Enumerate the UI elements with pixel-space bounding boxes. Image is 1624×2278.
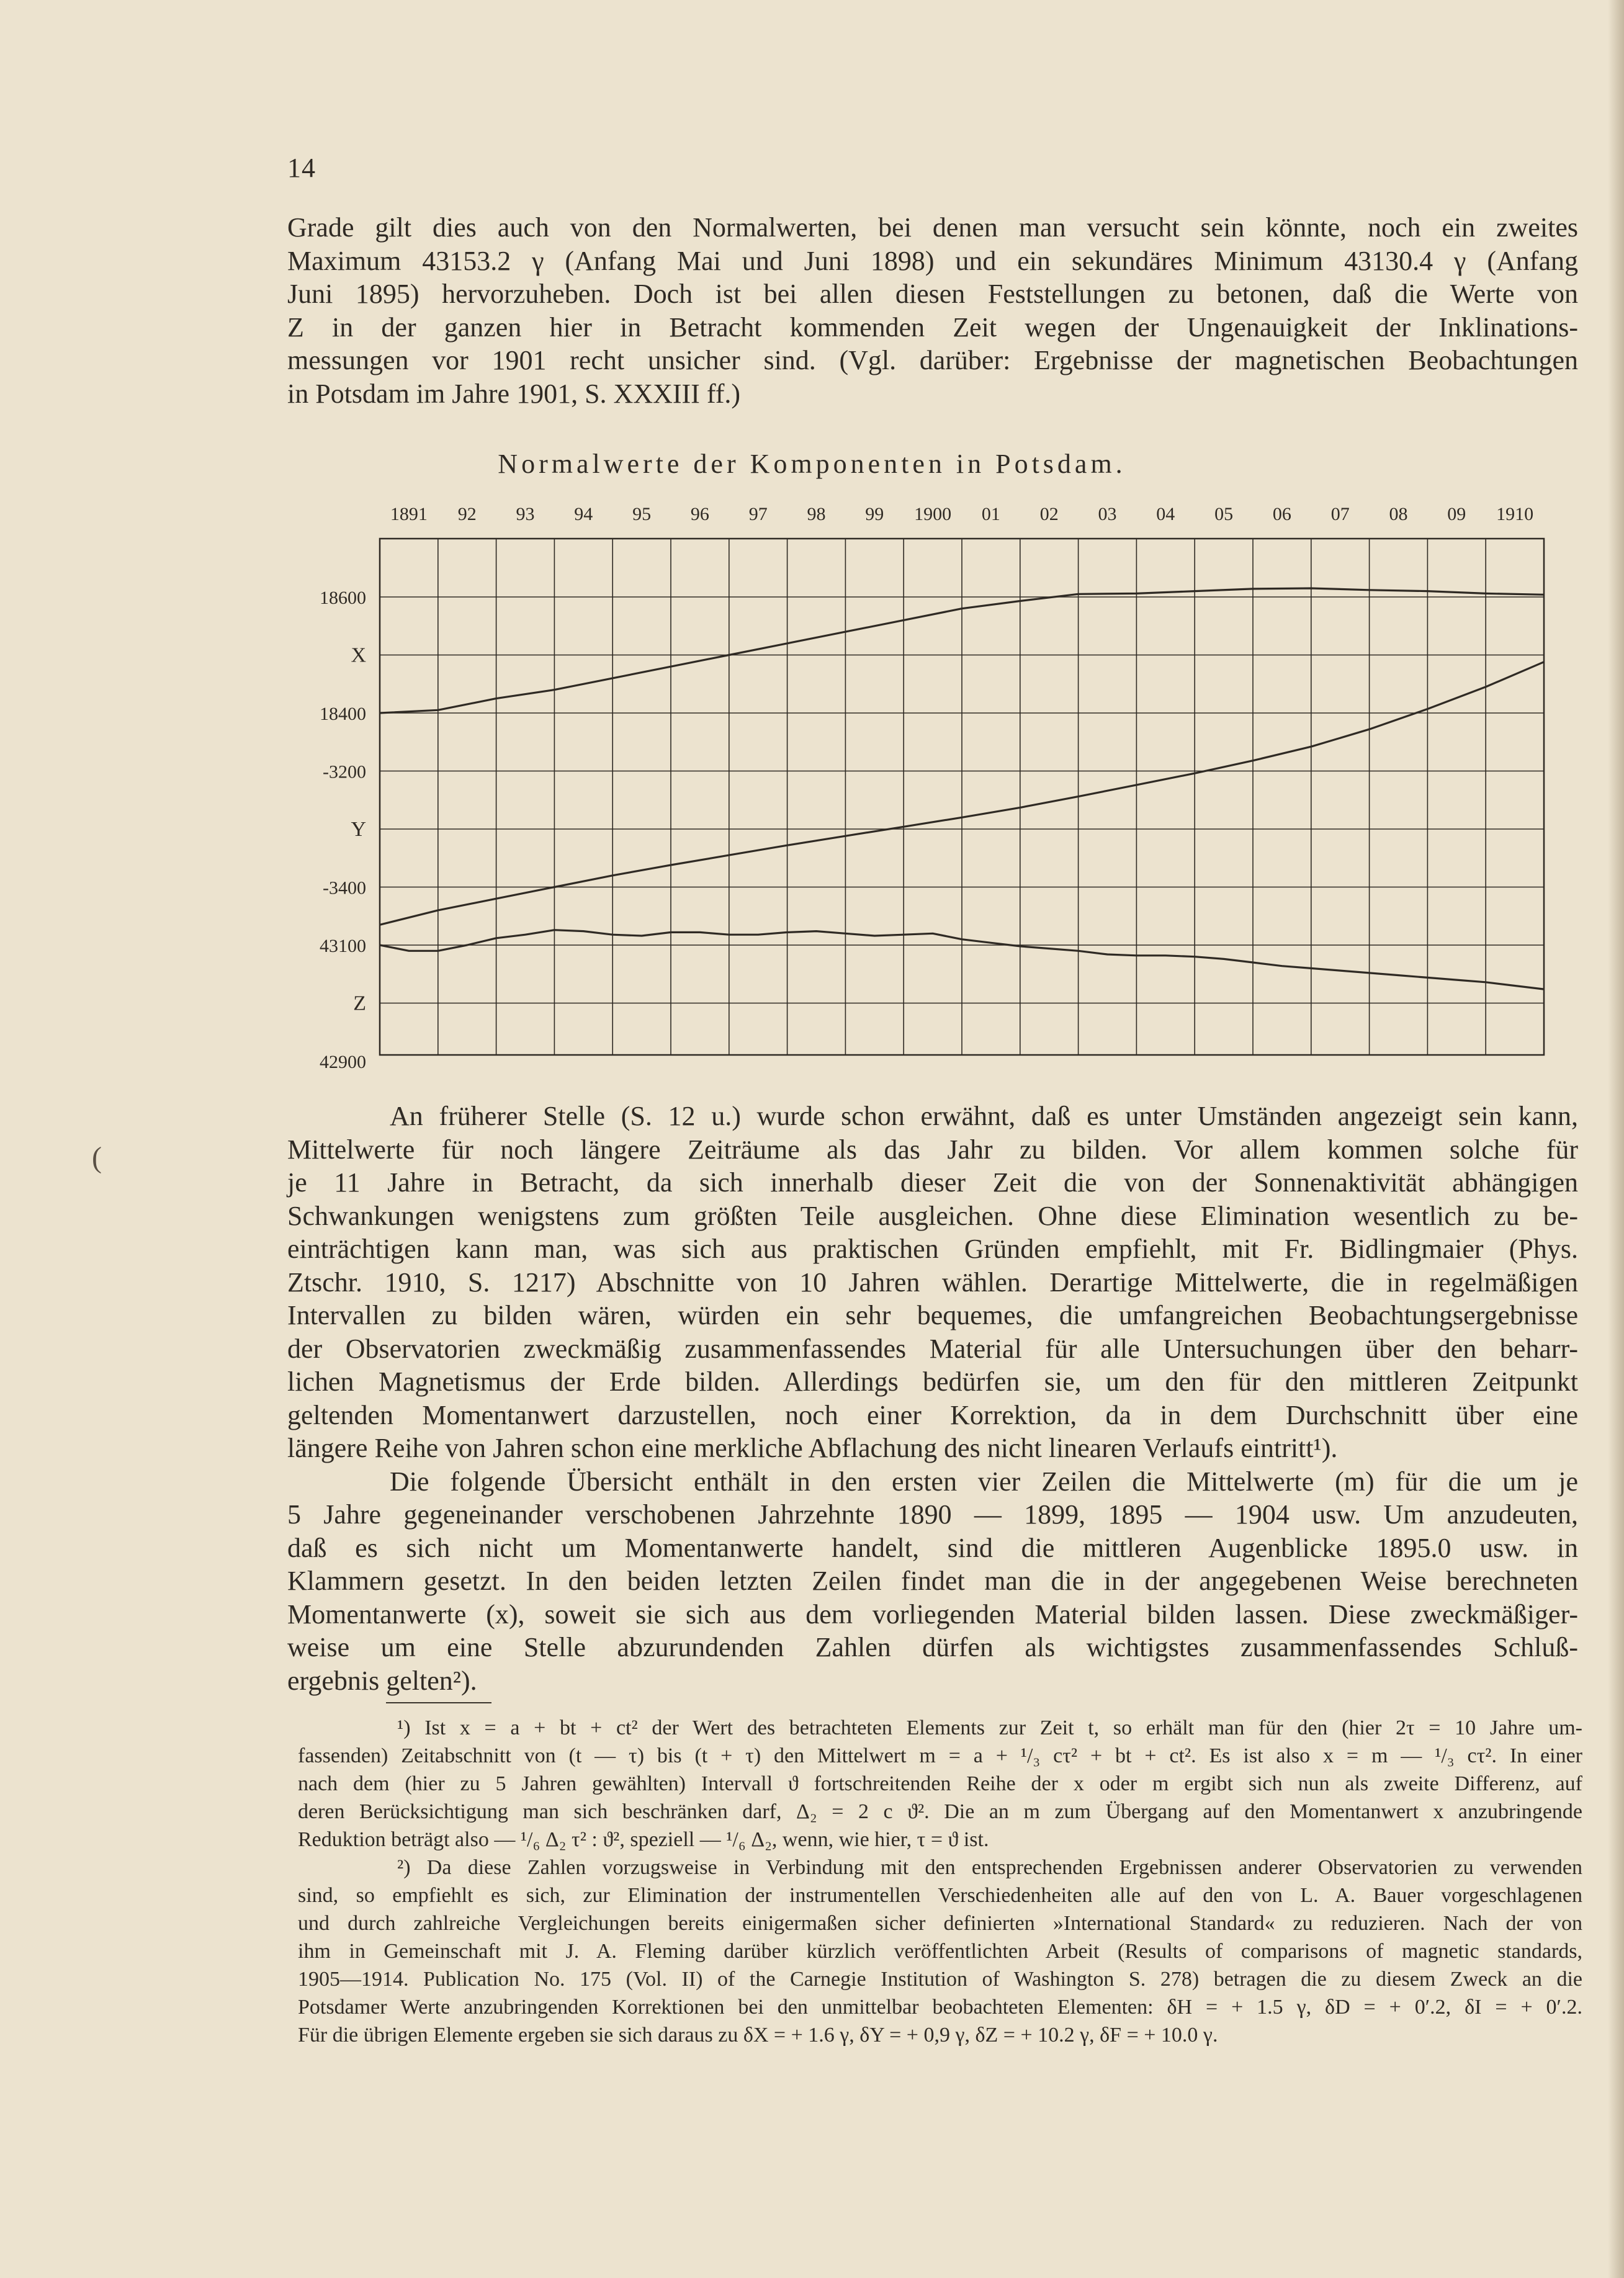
x-tick-label: 96 (690, 504, 709, 524)
x-tick-label: 93 (516, 504, 535, 524)
footnote-line: fassenden) Zeitabschnitt von (t — τ) bis (t + τ) den Mittelwert m = a + ¹/₃ cτ² + bt + ct². Es ist also x = m — ¹/₃ cτ². In einer (298, 1744, 1582, 1767)
body-line: je 11 Jahre in Betracht, da sich innerhalb dieser Zeit die von der Sonnenaktivität abhängigen (287, 1167, 1578, 1198)
x-tick-label: 03 (1098, 504, 1117, 524)
footnote-line: Potsdamer Werte anzubringenden Korrektionen bei den unmittelbar beobachteten Elementen: δH = + 1.5 γ, δD = + 0′.2, δI = + 0′.2. (298, 1996, 1582, 2019)
body-line: An früherer Stelle (S. 12 u.) wurde schon erwähnt, daß es unter Umständen angezeigt sein kann, (390, 1101, 1578, 1131)
body-line: der Observatorien zweckmäßig zusammenfassendes Material für alle Untersuchungen über den beharr- (287, 1333, 1578, 1364)
footnote-line: nach dem (hier zu 5 Jahren gewählten) Intervall ϑ fortschreitenden Reihe der x oder m ergibt sich nun als zweite Differenz, auf (298, 1772, 1582, 1795)
body-line: weise um eine Stelle abzurundenden Zahlen dürfen als wichtigstes zusammenfassendes Schluß- (287, 1632, 1578, 1662)
x-tick-label: 06 (1272, 504, 1291, 524)
footnotes (298, 1714, 1582, 2049)
intro-line: Z in der ganzen hier in Betracht kommenden Zeit wegen der Ungenauigkeit der Inklinations- (287, 312, 1578, 343)
body-line: Intervallen zu bilden wären, würden ein sehr bequemes, die umfangreichen Beobachtungsergebnisse (287, 1300, 1578, 1330)
x-tick-label: 09 (1447, 504, 1466, 524)
body-line: Ztschr. 1910, S. 1217) Abschnitte von 10 Jahren wählen. Derartige Mittelwerte, die in regelmäßigen (287, 1267, 1578, 1298)
footnote-line: ¹) Ist x = a + bt + ct² der Wert des betrachteten Elements zur Zeit t, so erhält man für den (hier 2τ = 10 Jahre um- (397, 1716, 1582, 1739)
x-tick-label: 05 (1214, 504, 1234, 524)
intro-line: Maximum 43153.2 γ (Anfang Mai und Juni 1898) und ein sekundäres Minimum 43130.4 γ (Anfang (287, 245, 1578, 276)
x-tick-label: 94 (574, 504, 593, 524)
footnote-line: ihm in Gemeinschaft mit J. A. Fleming darüber kürzlich veröffentlichten Arbeit (Results of comparisons of magnetic standards, (298, 1940, 1582, 1963)
intro-line: messungen vor 1901 recht unsicher sind. (Vgl. darüber: Ergebnisse der magnetischen Beobachtungen (287, 345, 1578, 375)
body-line: geltenden Momentanwert darzustellen, noch einer Korrektion, da in dem Durchschnitt über eine (287, 1399, 1578, 1430)
footnote-line: Reduktion beträgt also — ¹/₆ Δ₂ τ² : ϑ², speziell — ¹/₆ Δ₂, wenn, wie hier, τ = ϑ ist. (298, 1828, 989, 1851)
intro-line: Juni 1895) hervorzuheben. Doch ist bei allen diesen Feststellungen zu betonen, daß die Werte von (287, 279, 1578, 309)
body-line: längere Reihe von Jahren schon eine merkliche Abflachung des nicht linearen Verlaufs eintritt¹). (287, 1433, 1338, 1463)
y-tick-label: 42900 (320, 1052, 366, 1072)
y-axis-component-label: Y (351, 818, 366, 841)
footnote-line: Für die übrigen Elemente ergeben sie sich daraus zu δX = + 1.6 γ, δY = + 0,9 γ, δZ = + 10.2 γ, δF = + 10.0 γ. (298, 2024, 1218, 2047)
y-tick-label: -3200 (323, 761, 366, 783)
footnote-line: deren Berücksichtigung man sich beschränken darf, Δ₂ = 2 c ϑ². Die an m zum Übergang auf den Momentanwert x anzubringende (298, 1800, 1582, 1823)
body-line: Momentanwerte (x), soweit sie sich aus dem vorliegenden Material bilden lassen. Diese zweckmäßiger- (287, 1599, 1578, 1630)
body-line: 5 Jahre gegeneinander verschobenen Jahrzehnte 1890 — 1899, 1895 — 1904 usw. Um anzudeuten, (287, 1499, 1578, 1530)
intro-line: Grade gilt dies auch von den Normalwerten, bei denen man versucht sein könnte, noch ein zweites (287, 212, 1578, 243)
page-edge-shadow (1608, 0, 1624, 2278)
y-axis-component-label: X (351, 643, 366, 667)
footnote-line: 1905—1914. Publication No. 175 (Vol. II) of the Carnegie Institution of Washington S. 278) betragen die zu diesem Zweck an die (298, 1968, 1582, 1991)
x-tick-label: 92 (457, 504, 477, 524)
x-tick-label: 01 (981, 504, 1000, 524)
body-line: ergebnis gelten²). (287, 1665, 477, 1696)
body-line: Schwankungen wenigstens zum größten Teile ausgleichen. Ohne diese Elimination wesentlich zu be- (287, 1200, 1578, 1231)
chart-title: Normalwerte der Komponenten in Potsdam. (498, 449, 1126, 479)
x-tick-label: 98 (807, 504, 826, 524)
y-axis-component-label: Z (353, 992, 366, 1015)
x-tick-label: 1891 (390, 504, 428, 524)
x-tick-label: 1910 (1496, 504, 1534, 524)
body-line: Die folgende Übersicht enthält in den ersten vier Zeilen die Mittelwerte (m) für die um je (390, 1466, 1578, 1497)
x-tick-label: 04 (1156, 504, 1175, 524)
y-tick-label: 18400 (320, 704, 366, 724)
x-tick-label: 99 (865, 504, 884, 524)
y-tick-label: 43100 (320, 936, 366, 956)
x-tick-label: 97 (748, 504, 768, 524)
x-tick-label: 07 (1330, 504, 1350, 524)
y-tick-label: 18600 (320, 588, 366, 608)
page-number: 14 (287, 153, 316, 183)
body-line: lichen Magnetismus der Erde bilden. Allerdings bedürfen sie, um den für den mittleren Zeitpunkt (287, 1366, 1578, 1397)
footnote-line: sind, so empfiehlt es sich, zur Elimination der instrumentellen Verschiedenheiten alle auf den von L. A. Bauer vorgeschlagenen (298, 1884, 1582, 1907)
body-line: einträchtigen kann man, was sich aus praktischen Gründen empfiehlt, mit Fr. Bidlingmaier (Phys. (287, 1234, 1578, 1264)
normalwerte-chart (0, 0, 1624, 1092)
body-line: daß es sich nicht um Momentanwerte handelt, sind die mittleren Augenblicke 1895.0 usw. in (287, 1532, 1578, 1563)
x-tick-label: 02 (1039, 504, 1059, 524)
x-tick-label: 95 (632, 504, 652, 524)
footnote-line: ²) Da diese Zahlen vorzugsweise in Verbindung mit den entsprechenden Ergebnissen anderer Observatorien zu verwenden (397, 1856, 1582, 1879)
footnote-rule (386, 1702, 491, 1703)
x-tick-label: 08 (1389, 504, 1408, 524)
y-tick-label: -3400 (323, 877, 366, 899)
body-text (287, 1100, 1578, 1697)
intro-line: in Potsdam im Jahre 1901, S. XXXIII ff.) (287, 378, 740, 409)
footnote-line: und durch zahlreiche Vergleichungen bereits einigermaßen sicher definierten »International Standard« zu reduzieren. Nach der von (298, 1912, 1582, 1935)
margin-mark: ( (92, 1141, 102, 1174)
body-line: Mittelwerte für noch längere Zeiträume als das Jahr zu bilden. Vor allem kommen solche für (287, 1134, 1578, 1165)
body-line: Klammern gesetzt. In den beiden letzten Zeilen findet man die in der angegebenen Weise berechneten (287, 1566, 1578, 1596)
x-tick-label: 1900 (914, 504, 952, 524)
